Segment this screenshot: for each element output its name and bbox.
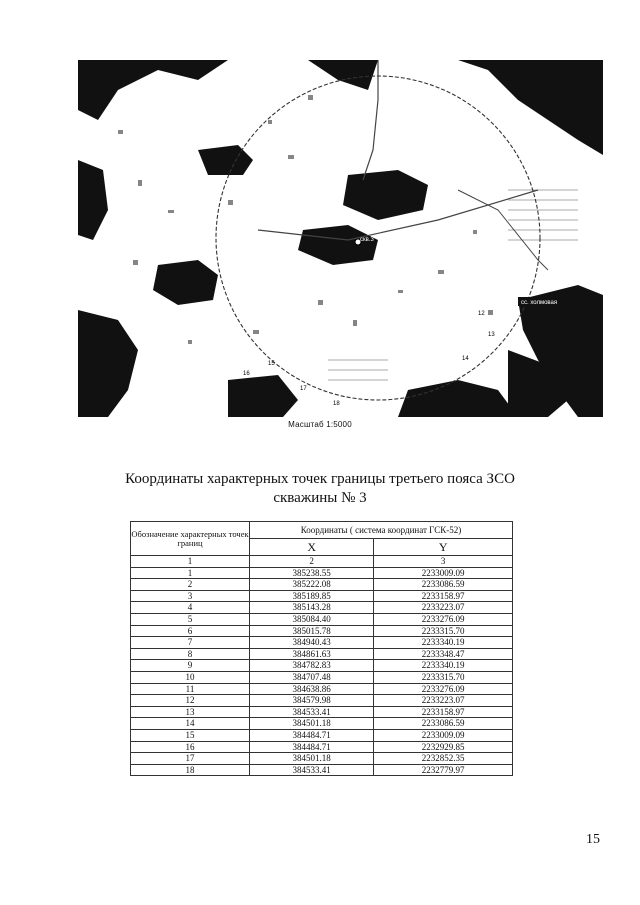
map-point-label: 18 bbox=[333, 401, 340, 407]
y-coordinate-cell: 2233315.70 bbox=[374, 671, 513, 683]
y-coordinate-cell: 2232852.35 bbox=[374, 753, 513, 765]
y-coordinate-cell: 2233315.70 bbox=[374, 625, 513, 637]
table-row bbox=[131, 648, 513, 660]
x-coordinate-cell: 384638.86 bbox=[250, 683, 374, 695]
table-row bbox=[131, 625, 513, 637]
x-coordinate-cell: 384501.18 bbox=[250, 718, 374, 730]
y-coordinate-cell: 2233158.97 bbox=[374, 590, 513, 602]
y-coordinate-cell: 2232929.85 bbox=[374, 741, 513, 753]
point-number-cell: 5 bbox=[131, 613, 250, 625]
point-number-cell: 17 bbox=[131, 753, 250, 765]
table-row bbox=[131, 602, 513, 614]
x-coordinate-cell: 384501.18 bbox=[250, 753, 374, 765]
x-coordinate-cell: 385222.08 bbox=[250, 579, 374, 591]
point-number-cell: 13 bbox=[131, 706, 250, 718]
point-number-cell: 12 bbox=[131, 695, 250, 707]
well-label: скв.3 bbox=[360, 237, 374, 243]
x-coordinate-cell: 385084.40 bbox=[250, 613, 374, 625]
point-number-cell: 9 bbox=[131, 660, 250, 672]
y-coordinate-cell: 2233340.19 bbox=[374, 637, 513, 649]
y-coordinate-cell: 2233086.59 bbox=[374, 718, 513, 730]
point-number-cell: 10 bbox=[131, 671, 250, 683]
map-figure bbox=[78, 60, 603, 417]
column-number: 2 bbox=[250, 556, 374, 568]
table-row bbox=[131, 590, 513, 602]
y-coordinate-cell: 2233158.97 bbox=[374, 706, 513, 718]
table-row bbox=[131, 660, 513, 672]
point-number-cell: 7 bbox=[131, 637, 250, 649]
table-row bbox=[131, 613, 513, 625]
y-coordinate-cell: 2233276.09 bbox=[374, 683, 513, 695]
table-row bbox=[131, 579, 513, 591]
x-coordinate-cell: 384484.71 bbox=[250, 729, 374, 741]
y-coordinate-cell: 2233348.47 bbox=[374, 648, 513, 660]
x-coordinate-cell: 384579.98 bbox=[250, 695, 374, 707]
y-coordinate-cell: 2233276.09 bbox=[374, 613, 513, 625]
point-number-cell: 2 bbox=[131, 579, 250, 591]
x-coordinate-cell: 384533.41 bbox=[250, 706, 374, 718]
scale-caption: Масштаб 1:5000 bbox=[288, 420, 352, 429]
point-column-header: Обозначение характерных точек границ bbox=[131, 522, 250, 556]
table-title: Координаты характерных точек границы третьего пояса ЗСО bbox=[125, 471, 515, 487]
table-row bbox=[131, 753, 513, 765]
x-coordinate-cell: 385015.78 bbox=[250, 625, 374, 637]
x-coordinate-cell: 385189.85 bbox=[250, 590, 374, 602]
column-number: 3 bbox=[374, 556, 513, 568]
map-point-label: 15 bbox=[268, 361, 275, 367]
map-note-label: 12 17 bbox=[88, 268, 101, 274]
y-coordinate-cell: 2233086.59 bbox=[374, 579, 513, 591]
point-number-cell: 4 bbox=[131, 602, 250, 614]
map-point-label: 14 bbox=[462, 356, 469, 362]
y-coordinate-cell: 2232779.97 bbox=[374, 764, 513, 776]
x-coordinate-cell: 384782.83 bbox=[250, 660, 374, 672]
table-row bbox=[131, 764, 513, 776]
table-subtitle: скважины № 3 bbox=[273, 490, 367, 506]
table-row bbox=[131, 741, 513, 753]
point-number-cell: 3 bbox=[131, 590, 250, 602]
map-point-label: 13 bbox=[488, 332, 495, 338]
x-coordinate-cell: 385238.55 bbox=[250, 567, 374, 579]
x-coordinate-cell: 384940.43 bbox=[250, 637, 374, 649]
x-coordinate-cell: 385143.28 bbox=[250, 602, 374, 614]
map-point-label: 17 bbox=[300, 386, 307, 392]
table-row bbox=[131, 718, 513, 730]
y-coordinate-cell: 2233009.09 bbox=[374, 567, 513, 579]
table-row bbox=[131, 637, 513, 649]
y-coordinate-cell: 2233223.07 bbox=[374, 602, 513, 614]
map-point-label: 12 bbox=[478, 311, 485, 317]
point-number-cell: 1 bbox=[131, 567, 250, 579]
coordinates-table bbox=[130, 521, 513, 776]
coordinates-column-header: Координаты ( система координат ГСК-52) bbox=[250, 522, 513, 539]
table-row bbox=[131, 671, 513, 683]
point-number-cell: 6 bbox=[131, 625, 250, 637]
y-coordinate-cell: 2233009.09 bbox=[374, 729, 513, 741]
y-coordinate-cell: 2233223.07 bbox=[374, 695, 513, 707]
point-number-cell: 8 bbox=[131, 648, 250, 660]
table-row bbox=[131, 567, 513, 579]
map-point-label: 16 bbox=[243, 371, 250, 377]
table-row bbox=[131, 683, 513, 695]
point-number-cell: 18 bbox=[131, 764, 250, 776]
y-column-header: Y bbox=[374, 539, 513, 556]
x-coordinate-cell: 384484.71 bbox=[250, 741, 374, 753]
settlement-label: сс. холмовая bbox=[521, 300, 558, 306]
page-number: 15 bbox=[586, 832, 600, 847]
y-coordinate-cell: 2233340.19 bbox=[374, 660, 513, 672]
point-number-cell: 11 bbox=[131, 683, 250, 695]
point-number-cell: 15 bbox=[131, 729, 250, 741]
point-number-cell: 14 bbox=[131, 718, 250, 730]
zone-map bbox=[78, 60, 603, 417]
x-coordinate-cell: 384861.63 bbox=[250, 648, 374, 660]
table-row bbox=[131, 706, 513, 718]
table-row bbox=[131, 729, 513, 741]
x-column-header: X bbox=[250, 539, 374, 556]
column-number: 1 bbox=[131, 556, 250, 568]
table-row bbox=[131, 695, 513, 707]
x-coordinate-cell: 384707.48 bbox=[250, 671, 374, 683]
point-number-cell: 16 bbox=[131, 741, 250, 753]
x-coordinate-cell: 384533.41 bbox=[250, 764, 374, 776]
